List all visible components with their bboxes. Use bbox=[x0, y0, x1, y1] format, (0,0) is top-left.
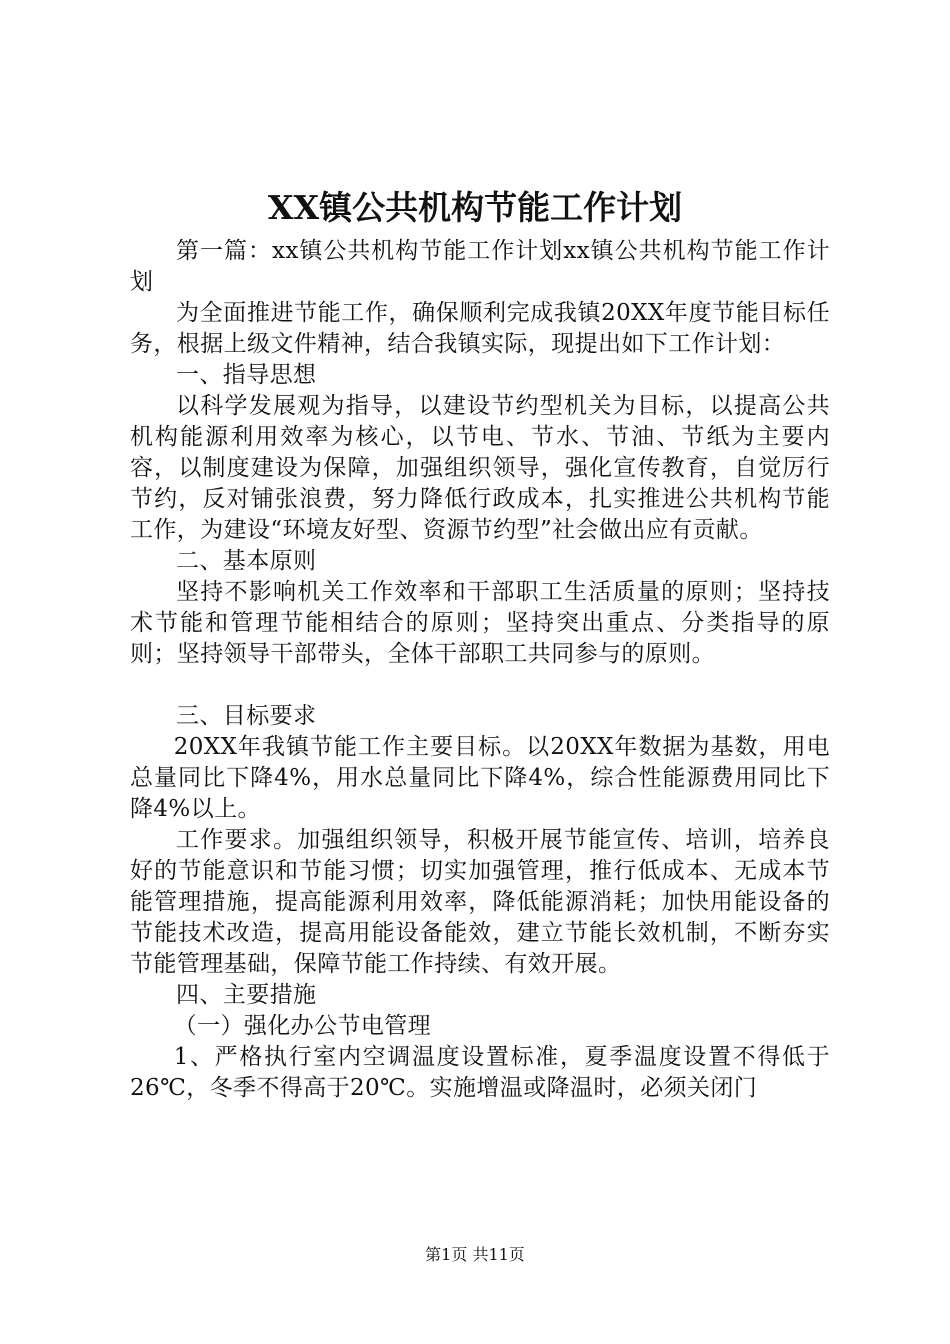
section-heading-main-measures: 四、主要措施 bbox=[176, 982, 317, 1008]
page-number-footer: 第1页 共11页 bbox=[425, 1245, 525, 1264]
paragraph-basic-principles: 坚持不影响机关工作效率和干部职工生活质量的原则；坚持技术节能和管理节能相结合的原则；坚持突出重点、分类指导的原则；坚持领导干部带头，全体干部职工共同参与的原则。 bbox=[130, 579, 830, 667]
document-body bbox=[130, 236, 830, 1104]
paragraph-guiding-ideology: 以科学发展观为指导，以建设节约型机关为目标，以提高公共机构能源利用效率为核心，以节电、节水、节油、节纸为主要内容，以制度建设为保障，加强组织领导，强化宣传教育，自觉厉行节约，反对铺张浪费，努力降低行政成本，扎实推进公共机构节能工作，为建设“环境友好型、资源节约型”社会做出应有贡献。 bbox=[130, 393, 830, 543]
paragraph-main-targets: 20XX年我镇节能工作主要目标。以20XX年数据为基数，用电总量同比下降4%，用水总量同比下降4%，综合性能源费用同比下降4%以上。 bbox=[130, 734, 830, 822]
document-title: XX镇公共机构节能工作计划 bbox=[267, 188, 683, 227]
subsection-heading-electricity: （一）强化办公节电管理 bbox=[173, 1013, 432, 1039]
paragraph-measure-1: 1、严格执行室内空调温度设置标准，夏季温度设置不得低于26℃，冬季不得高于20℃。实施增温或降温时，必须关闭门 bbox=[130, 1044, 830, 1101]
paragraph-work-requirements: 工作要求。加强组织领导，积极开展节能宣传、培训，培养良好的节能意识和节能习惯；切实加强管理，推行低成本、无成本节能管理措施，提高能源利用效率，降低能源消耗；加快用能设备的节能技术改造，提高用能设备能效，建立节能长效机制，不断夯实节能管理基础，保障节能工作持续、有效开展。 bbox=[130, 827, 830, 977]
blank-line bbox=[130, 670, 830, 701]
paragraph-intro: 为全面推进节能工作，确保顺利完成我镇20XX年度节能目标任务，根据上级文件精神，结合我镇实际，现提出如下工作计划： bbox=[130, 300, 830, 357]
section-heading-guiding-ideology: 一、指导思想 bbox=[176, 362, 317, 388]
section-heading-basic-principles: 二、基本原则 bbox=[176, 548, 317, 574]
paragraph-intro-heading: 第一篇：xx镇公共机构节能工作计划xx镇公共机构节能工作计划 bbox=[130, 238, 830, 295]
section-heading-target-requirements: 三、目标要求 bbox=[176, 703, 317, 729]
